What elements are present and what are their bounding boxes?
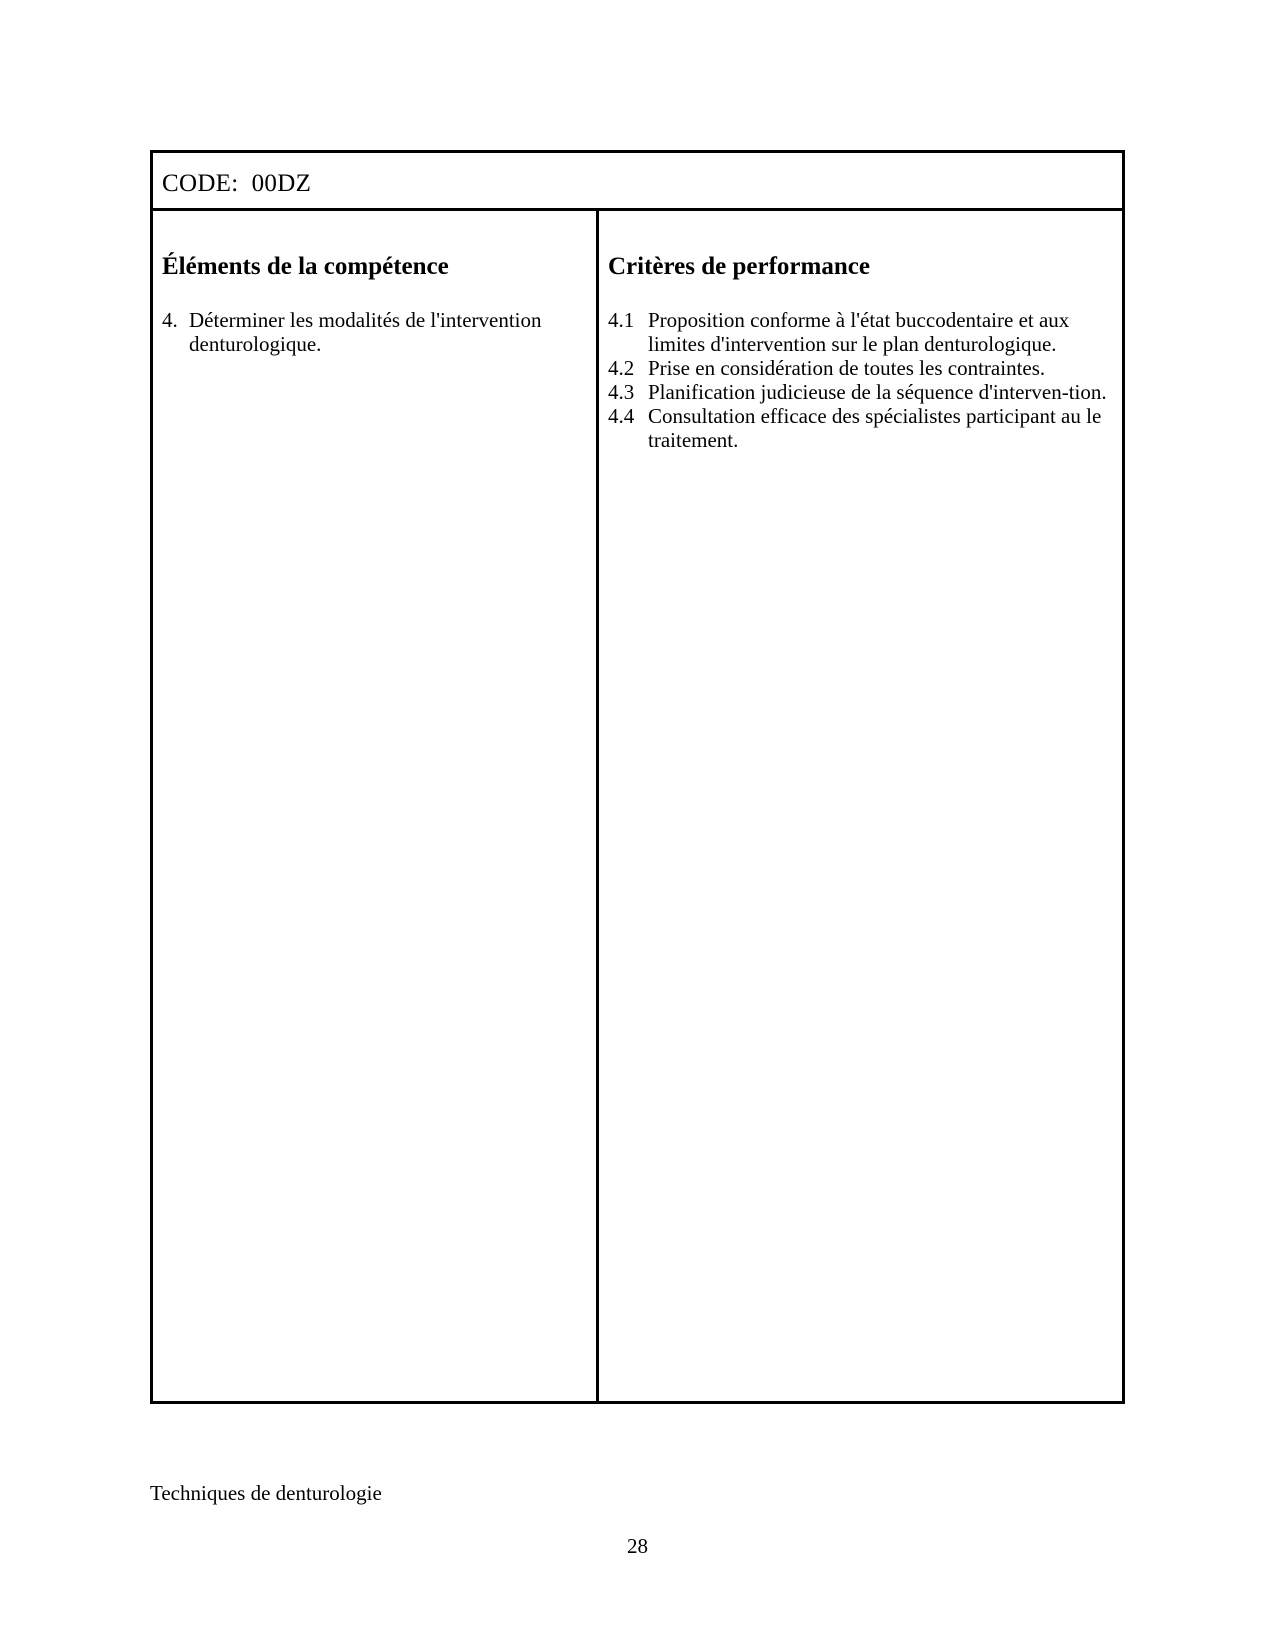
criterion-item	[608, 308, 1113, 356]
code-value: 00DZ	[251, 170, 312, 197]
criterion-text: Planification judicieuse de la séquence d'interven-tion.	[648, 380, 1107, 404]
criterion-number: 4.4	[608, 404, 635, 428]
element-number: 4.	[162, 308, 178, 332]
criteria-heading: Critères de performance	[608, 253, 870, 280]
criterion-number: 4.3	[608, 380, 635, 404]
criteria-column	[608, 208, 1113, 1401]
criterion-text: Prise en considération de toutes les contraintes.	[648, 356, 1046, 380]
criteria-list	[608, 308, 1113, 452]
elements-list	[162, 308, 587, 356]
criterion-text: Proposition conforme à l'état buccodentaire et aux limites d'intervention sur le plan denturologique.	[648, 308, 1070, 356]
criterion-item	[608, 356, 1113, 380]
column-divider	[596, 208, 599, 1401]
elements-column	[162, 208, 587, 1401]
element-text: Déterminer les modalités de l'intervention denturologique.	[189, 308, 542, 356]
page-number: 28	[627, 1534, 648, 1558]
criterion-number: 4.1	[608, 308, 635, 332]
footer-title: Techniques de denturologie	[150, 1481, 382, 1505]
criterion-text: Consultation efficace des spécialistes participant au le traitement.	[648, 404, 1102, 452]
code-text	[162, 170, 311, 198]
element-item	[162, 308, 587, 356]
criterion-item	[608, 404, 1113, 452]
criterion-item	[608, 380, 1113, 404]
competency-table	[150, 150, 1125, 1404]
criterion-number: 4.2	[608, 356, 635, 380]
elements-heading: Éléments de la compétence	[162, 253, 449, 280]
code-label: CODE:	[162, 170, 239, 197]
code-row	[153, 153, 1122, 211]
